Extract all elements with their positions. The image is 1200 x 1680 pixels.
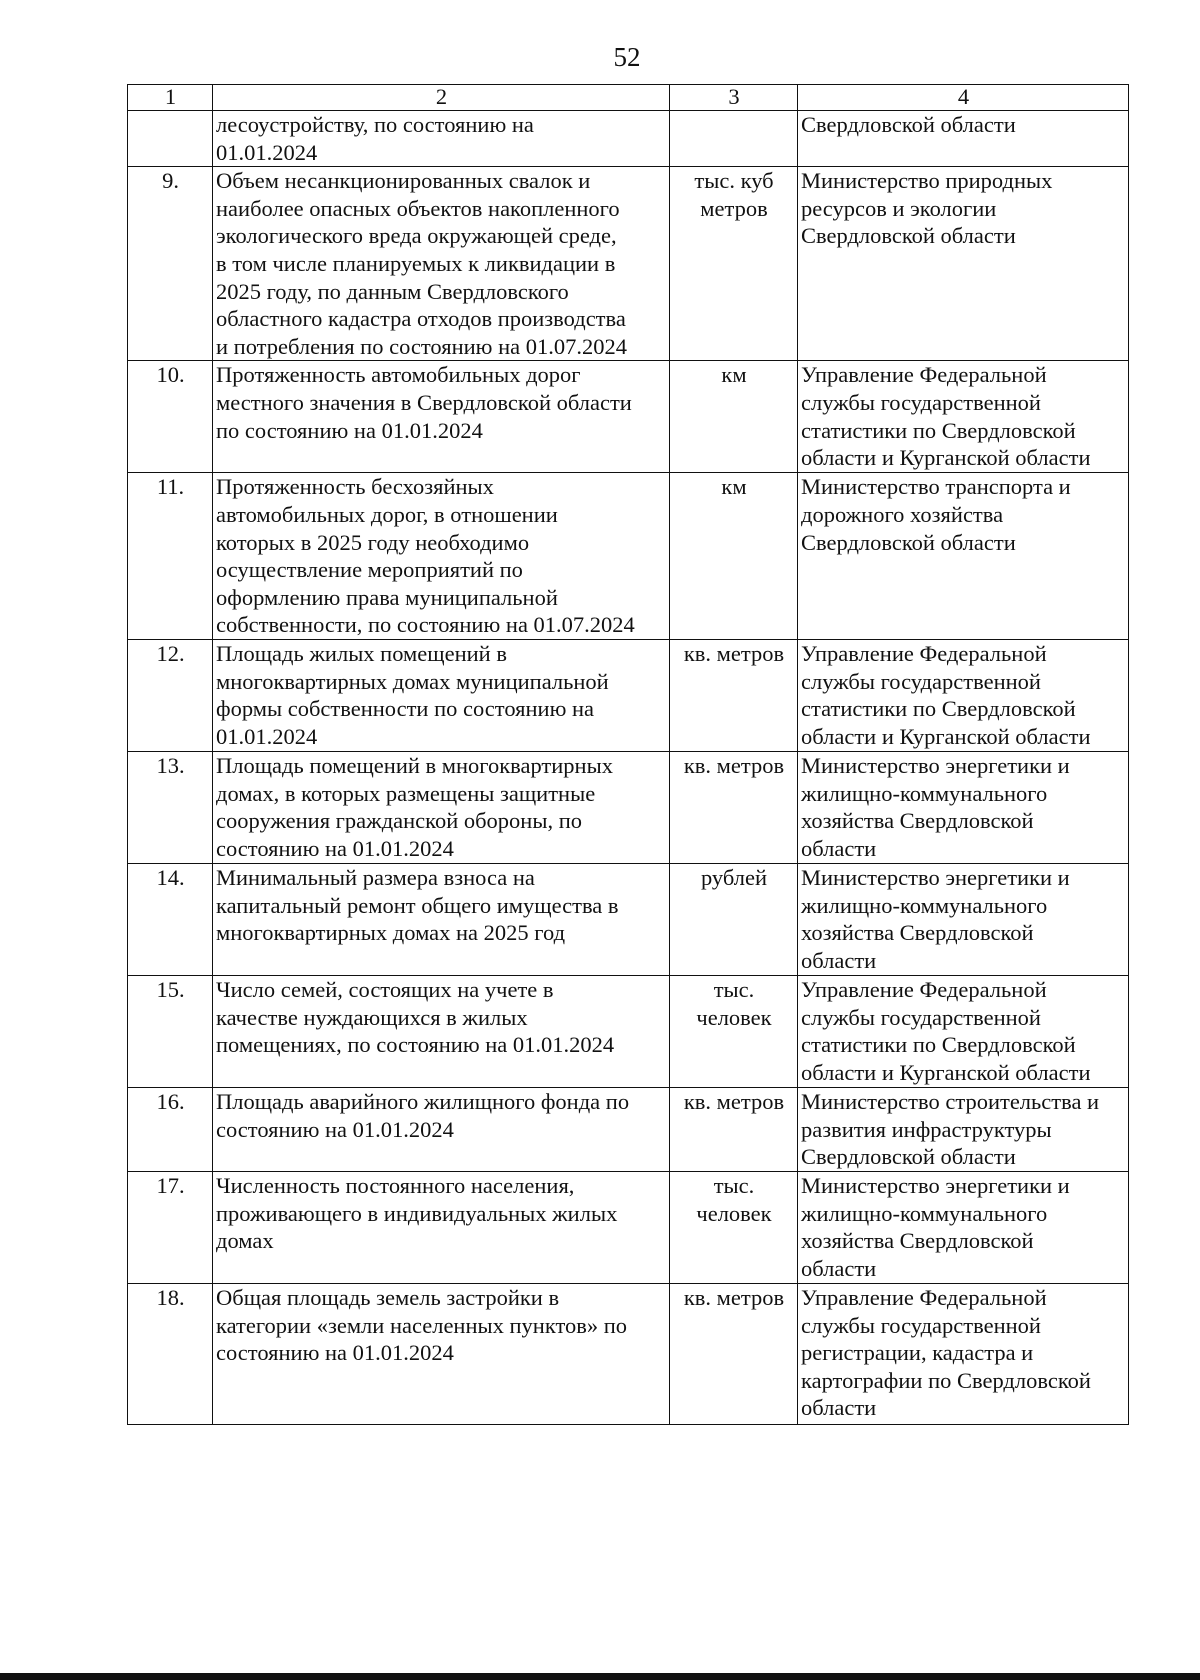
indicator-name-line: качестве нуждающихся в жилых — [216, 1004, 528, 1030]
unit-cell — [670, 639, 798, 751]
indicator-name-line: проживающего в индивидуальных жилых — [216, 1200, 618, 1226]
indicator-name-line: помещениях, по состоянию на 01.01.2024 — [216, 1032, 615, 1058]
source-line: службы государственной — [801, 389, 1041, 415]
row-number: 9. — [162, 168, 179, 194]
source-line: Свердловской области — [801, 529, 1016, 555]
source-line: службы государственной — [801, 1312, 1041, 1338]
column-number-row — [128, 85, 1129, 111]
row-number-cell — [128, 167, 213, 361]
row-number-cell — [128, 639, 213, 751]
unit-cell — [670, 111, 798, 167]
unit-cell — [670, 1087, 798, 1171]
unit-line: км — [721, 362, 747, 388]
row-number-cell — [128, 1087, 213, 1171]
source-line: области и Курганской области — [801, 723, 1091, 749]
indicator-name-line: многоквартирных домах муниципальной — [216, 668, 609, 694]
indicator-name-line: домах — [216, 1228, 274, 1254]
indicator-name-line: состоянию на 01.01.2024 — [216, 1340, 454, 1366]
indicator-name-line: Площадь жилых помещений в — [216, 640, 507, 666]
source-cell — [798, 975, 1129, 1087]
page-number: 52 — [613, 42, 641, 72]
table-body — [128, 85, 1129, 1425]
indicator-name-line: Площадь помещений в многоквартирных — [216, 752, 613, 778]
source-line: жилищно-коммунального — [801, 780, 1048, 806]
source-cell — [798, 1283, 1129, 1424]
unit-cell — [670, 1283, 798, 1424]
unit-line: человек — [696, 1200, 772, 1226]
unit-line: кв. метров — [683, 752, 785, 778]
indicator-name-cell — [213, 167, 670, 361]
row-number: 15. — [156, 976, 185, 1002]
source-line: Министерство энергетики и — [801, 1172, 1070, 1198]
source-cell — [798, 639, 1129, 751]
indicator-name-cell — [213, 1087, 670, 1171]
source-line: Министерство энергетики и — [801, 864, 1070, 890]
indicator-name-line: автомобильных дорог, в отношении — [216, 501, 558, 527]
indicator-name-line: областного кадастра отходов производства — [216, 306, 626, 332]
unit-line: кв. метров — [683, 1284, 785, 1310]
source-line: развития инфраструктуры — [801, 1116, 1052, 1142]
source-line: ресурсов и экологии — [801, 195, 997, 221]
source-cell — [798, 111, 1129, 167]
source-cell — [798, 1087, 1129, 1171]
indicator-name-line: многоквартирных домах на 2025 год — [216, 920, 566, 946]
indicator-name-line: Численность постоянного населения, — [216, 1172, 575, 1198]
scan-bottom-edge — [0, 1673, 1200, 1680]
indicator-name-line: 01.01.2024 — [216, 723, 318, 749]
table-row — [128, 1087, 1129, 1171]
row-number-cell — [128, 1171, 213, 1283]
indicator-name-cell — [213, 751, 670, 863]
unit-line: рублей — [700, 864, 768, 890]
row-number: 12. — [156, 640, 185, 666]
indicator-table — [127, 84, 1129, 1425]
row-number: 17. — [156, 1172, 185, 1198]
source-line: хозяйства Свердловской — [801, 808, 1034, 834]
column-header-1: 1 — [128, 85, 213, 111]
source-cell — [798, 473, 1129, 640]
source-line: Управление Федеральной — [801, 362, 1047, 388]
indicator-name-line: наиболее опасных объектов накопленного — [216, 195, 620, 221]
source-line: статистики по Свердловской — [801, 1032, 1076, 1058]
source-cell — [798, 167, 1129, 361]
indicator-name-line: Протяженность автомобильных дорог — [216, 362, 581, 388]
row-number-cell — [128, 473, 213, 640]
unit-cell — [670, 751, 798, 863]
indicator-name-line: в том числе планируемых к ликвидации в — [216, 250, 616, 276]
unit-cell — [670, 975, 798, 1087]
indicator-name-cell — [213, 863, 670, 975]
unit-line: км — [721, 474, 747, 500]
unit-line: тыс. — [713, 1172, 755, 1198]
indicator-name-line: Площадь аварийного жилищного фонда по — [216, 1088, 630, 1114]
source-cell — [798, 1171, 1129, 1283]
row-number: 14. — [156, 864, 185, 890]
unit-cell — [670, 167, 798, 361]
indicator-name-line: собственности, по состоянию на 01.07.2024 — [216, 612, 635, 638]
row-number-cell — [128, 975, 213, 1087]
indicator-name-cell — [213, 111, 670, 167]
indicator-name-cell — [213, 1171, 670, 1283]
source-line: Управление Федеральной — [801, 1284, 1047, 1310]
source-cell — [798, 863, 1129, 975]
indicator-name-line: по состоянию на 01.01.2024 — [216, 417, 483, 443]
source-line: Свердловской области — [801, 223, 1016, 249]
source-line: области — [801, 1395, 877, 1421]
source-line: Управление Федеральной — [801, 640, 1047, 666]
indicator-name-line: формы собственности по состоянию на — [216, 696, 595, 722]
indicator-name-cell — [213, 975, 670, 1087]
unit-line: человек — [696, 1004, 772, 1030]
row-number: 11. — [156, 474, 185, 500]
indicator-name-line: лесоустройству, по состоянию на — [216, 112, 534, 137]
indicator-name-line: состоянию на 01.01.2024 — [216, 835, 454, 861]
source-line: Министерство транспорта и — [801, 474, 1071, 500]
unit-cell — [670, 361, 798, 473]
indicator-name-line: 01.01.2024 — [216, 139, 318, 165]
source-line: Министерство энергетики и — [801, 752, 1070, 778]
indicator-name-line: экологического вреда окружающей среде, — [216, 223, 617, 249]
indicator-name-line: состоянию на 01.01.2024 — [216, 1116, 454, 1142]
indicator-name-line: осуществление мероприятий по — [216, 557, 523, 583]
source-line: дорожного хозяйства — [801, 501, 1004, 527]
indicator-name-cell — [213, 361, 670, 473]
row-number-cell — [128, 111, 213, 167]
row-number: 10. — [156, 362, 185, 388]
source-line: хозяйства Свердловской — [801, 1228, 1034, 1254]
row-number: 16. — [156, 1088, 185, 1114]
indicator-name-line: Минимальный размера взноса на — [216, 864, 535, 890]
source-cell — [798, 751, 1129, 863]
unit-line: кв. метров — [683, 640, 785, 666]
table-row — [128, 751, 1129, 863]
row-number-cell — [128, 1283, 213, 1424]
indicator-name-line: и потребления по состоянию на 01.07.2024 — [216, 333, 627, 359]
indicator-name-line: сооружения гражданской обороны, по — [216, 808, 583, 834]
source-line: Министерство природных — [801, 168, 1053, 194]
source-line: регистрации, кадастра и — [801, 1340, 1034, 1366]
row-number-cell — [128, 361, 213, 473]
indicator-name-line: оформлению права муниципальной — [216, 584, 558, 610]
source-line: области и Курганской области — [801, 445, 1091, 471]
indicator-name-line: капитальный ремонт общего имущества в — [216, 892, 619, 918]
indicator-name-line: домах, в которых размещены защитные — [216, 780, 596, 806]
table-row — [128, 111, 1129, 167]
unit-line: метров — [700, 195, 768, 221]
row-number-cell — [128, 751, 213, 863]
source-line: картографии по Свердловской — [801, 1367, 1091, 1393]
unit-line: тыс. куб — [694, 168, 774, 194]
row-number-cell — [128, 863, 213, 975]
source-line: области — [801, 947, 877, 973]
source-line: службы государственной — [801, 1004, 1041, 1030]
indicator-name-line: Число семей, состоящих на учете в — [216, 976, 554, 1002]
column-header-4: 4 — [798, 85, 1129, 111]
unit-cell — [670, 863, 798, 975]
source-line: Свердловской области — [801, 1144, 1016, 1170]
indicator-name-cell — [213, 473, 670, 640]
column-header-3: 3 — [670, 85, 798, 111]
unit-line: тыс. — [713, 976, 755, 1002]
unit-cell — [670, 1171, 798, 1283]
table-row — [128, 473, 1129, 640]
table-row — [128, 639, 1129, 751]
row-number: 18. — [156, 1284, 185, 1310]
table-row — [128, 361, 1129, 473]
indicator-name-line: которых в 2025 году необходимо — [216, 529, 530, 555]
source-line: области — [801, 835, 877, 861]
table-row — [128, 1283, 1129, 1424]
source-line: жилищно-коммунального — [801, 892, 1048, 918]
source-line: статистики по Свердловской — [801, 696, 1076, 722]
unit-cell — [670, 473, 798, 640]
source-line: статистики по Свердловской — [801, 417, 1076, 443]
source-line: хозяйства Свердловской — [801, 920, 1034, 946]
source-cell — [798, 361, 1129, 473]
indicator-name-line: Объем несанкционированных свалок и — [216, 168, 591, 194]
indicator-name-line: Общая площадь земель застройки в — [216, 1284, 560, 1310]
source-line: Министерство строительства и — [801, 1088, 1100, 1114]
indicator-name-cell — [213, 639, 670, 751]
row-number: 13. — [156, 752, 185, 778]
indicator-name-line: Протяженность бесхозяйных — [216, 474, 494, 500]
unit-line: кв. метров — [683, 1088, 785, 1114]
indicator-name-cell — [213, 1283, 670, 1424]
source-line: Свердловской области — [801, 112, 1016, 137]
column-header-2: 2 — [213, 85, 670, 111]
source-line: службы государственной — [801, 668, 1041, 694]
indicator-name-line: местного значения в Свердловской области — [216, 389, 632, 415]
table-row — [128, 863, 1129, 975]
source-line: области и Курганской области — [801, 1059, 1091, 1085]
source-line: Управление Федеральной — [801, 976, 1047, 1002]
source-line: жилищно-коммунального — [801, 1200, 1048, 1226]
table-row — [128, 1171, 1129, 1283]
table-row — [128, 975, 1129, 1087]
source-line: области — [801, 1255, 877, 1281]
indicator-name-line: 2025 году, по данным Свердловского — [216, 278, 569, 304]
indicator-name-line: категории «земли населенных пунктов» по — [216, 1312, 628, 1338]
table-row — [128, 167, 1129, 361]
